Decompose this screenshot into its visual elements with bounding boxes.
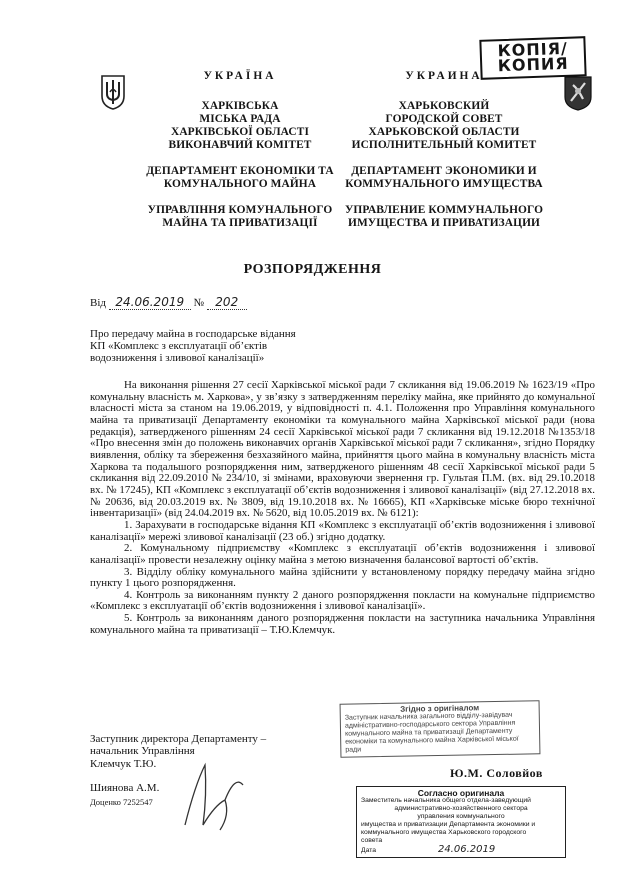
- ukraine-trident-emblem: [100, 74, 126, 110]
- stamp-ru-line6: совета: [361, 837, 383, 844]
- office-ua-line2: МАЙНА ТА ПРИВАТИЗАЦІЇ: [162, 217, 318, 229]
- country-ua: УКРАЇНА: [203, 70, 277, 82]
- department-ua-line1: ДЕПАРТАМЕНТ ЕКОНОМІКИ ТА: [146, 165, 334, 177]
- council-ru-line2: ГОРОДСКОЙ СОВЕТ: [385, 113, 503, 125]
- date-prefix: Від: [90, 297, 106, 309]
- order-body: [90, 380, 595, 636]
- stamp-ru-date: 24.06.2019: [437, 844, 496, 855]
- subject-line1: Про передачу майна в господарське відання: [90, 328, 296, 340]
- copy-stamp: КОПІЯ/ КОПИЯ: [479, 36, 586, 80]
- stamp-ru-line1: Заместитель начальника общего отдела-заведующий: [361, 797, 531, 804]
- stamp-ua-line4: економіки та комунального майна Харківської міської ради: [345, 735, 519, 754]
- council-ua-line3: ХАРКІВСЬКОЇ ОБЛАСТІ: [171, 126, 309, 138]
- signer-position-line2: начальник Управління: [90, 745, 195, 758]
- department-ua-line2: КОМУНАЛЬНОГО МАЙНА: [163, 178, 317, 190]
- clause-4: 4. Контроль за виконанням пункту 2 даного розпорядження покласти на комунальне підприємство «Комплекс з експлуатації об’єктів водозниження і зливової каналізації».: [90, 588, 595, 613]
- stamp-ua-line1: Заступник начальника загального відділу-завідувач: [344, 711, 513, 722]
- signer-position-line1: Заступник директора Департаменту –: [90, 733, 267, 745]
- certification-stamp-ua: [340, 700, 541, 757]
- department-ru-line1: ДЕПАРТАМЕНТ ЭКОНОМИКИ И: [351, 165, 537, 177]
- clause-2: 2. Комунальному підприємству «Комплекс з експлуатації об’єктів водозниження і зливової каналізації» провести незалежну оцінку майна з метою визначення балансової вартості об’єктів.: [90, 542, 595, 566]
- signer-name: Клемчук Т.Ю.: [90, 757, 157, 770]
- certification-stamp-ru: [356, 786, 566, 858]
- clause-3: 3. Відділу обліку комунального майна здійснити у встановленому порядку передачу майна згідно пункту 1 цього розпорядження.: [90, 565, 595, 590]
- handwritten-signature: [175, 755, 250, 835]
- header-russian: [334, 70, 554, 230]
- department-ru-line2: КОММУНАЛЬНОГО ИМУЩЕСТВА: [345, 178, 543, 190]
- council-ru-line1: ХАРЬКОВСКИЙ: [398, 100, 490, 112]
- handwritten-date: 24.06.2019: [109, 295, 191, 310]
- stamp-ru-line4: имущества и приватизации Департамента экономики и: [361, 821, 536, 828]
- stamp-ru-line3: управления коммунального: [417, 813, 505, 820]
- subject-line2: КП «Комплекс з експлуатації об’єктів: [90, 340, 268, 352]
- subject-line3: водозниження і зливової каналізації»: [90, 352, 265, 364]
- council-ua-line2: МІСЬКА РАДА: [199, 113, 281, 125]
- office-ua-line1: УПРАВЛІННЯ КОМУНАЛЬНОГО: [147, 204, 333, 216]
- stamp-ru-line5: коммунального имущества Харьковского городского: [361, 829, 527, 836]
- executor-footer: Доценко 7252547: [90, 797, 153, 807]
- council-ua-line1: ХАРКІВСЬКА: [201, 100, 279, 112]
- kharkiv-city-emblem: [563, 75, 593, 111]
- stamp-ua-title: Згідно з оригіналом: [400, 703, 480, 714]
- office-ru-line2: ИМУЩЕСТВА И ПРИВАТИЗАЦИИ: [347, 217, 541, 229]
- office-ru-line1: УПРАВЛЕНИЕ КОММУНАЛЬНОГО: [344, 204, 544, 216]
- handwritten-number: 202: [207, 295, 247, 310]
- council-ru-line4: ИСПОЛНИТЕЛЬНЫЙ КОМИТЕТ: [351, 139, 537, 151]
- council-ru-line3: ХАРЬКОВСКОЙ ОБЛАСТИ: [368, 126, 520, 138]
- stamp-ru-date-label: Дата: [361, 847, 377, 854]
- document-title: РОЗПОРЯДЖЕННЯ: [243, 262, 382, 277]
- stamp-ru-line2: административно-хозяйственного сектора: [394, 805, 528, 812]
- subject-block: [90, 328, 296, 364]
- clause-1: 1. Зарахувати в господарське відання КП «Комплекс з експлуатації об’єктів водозниження і зливової каналізації» мережі зливової каналізації (23 об.) згідно додатку.: [90, 518, 595, 543]
- signed-name: Ю.М. Соловйов: [450, 766, 543, 780]
- council-ua-line4: ВИКОНАВЧИЙ КОМІТЕТ: [168, 139, 312, 151]
- number-label: №: [193, 297, 204, 309]
- stamp-ua-line2: адміністративно-господарського сектора Управління: [344, 719, 516, 730]
- executor-name: Шиянова А.М.: [90, 782, 160, 794]
- clause-5: 5. Контроль за виконанням даного розпорядження покласти на заступника начальника Управління комунального майна та приватизації – Т.Ю.Клемчук.: [90, 612, 595, 636]
- stamp-ru-title: Согласно оригинала: [417, 788, 505, 798]
- date-line: [90, 295, 247, 310]
- header-ukrainian: [130, 70, 350, 230]
- stamp-ua-line3: комунального майна та приватизації Департаменту: [345, 727, 513, 738]
- country-ru: УКРАИНА: [405, 70, 483, 82]
- intro-paragraph: На виконання рішення 27 сесії Харківської міської ради 7 скликання від 19.06.2019 № 1623/19 «Про комунальну власність м. Харкова», у зв’язку з затвердженням переліку майна, яке прийнято до комунальної власності міста за станом на 19.06.2019, у відповідності п. 4.1. Положення про Управління комунального майна та приватизації Департаменту економіки та комунального майна Харківської міської ради (нова редакція), затвердженого рішенням 24 сесії Харківської міської ради 7 скликання від 19.12.2018 №1353/18 «Про внесення змін до положень виконавчих органів Харківської міської ради 7 скликання», згідно Порядку виявлення, обліку та збереження безхазяйного майна, прийняття цього майна в комунальну власність міста Харкова та подальшого розпорядження ним, затвердженого рішенням 48 сесії Харківської міської ради 5 скликання від 22.09.2010 № 234/10, зі змінами, враховуючи звернення гр. Гультая П.М. (вх. від 29.10.2018 вх. № 17245), КП «Комплекс з експлуатації об’єктів водозниження і зливової каналізації» (від 27.12.2018 вх. № 20636, від 20.03.2019 вх. № 3809, від 19.10.2018 вх. № 16665), КП «Харківське міське бюро технічної інвентаризації» (від 24.04.2019 вх. № 5620, від 10.05.2019 вх. № 6121):: [90, 379, 595, 520]
